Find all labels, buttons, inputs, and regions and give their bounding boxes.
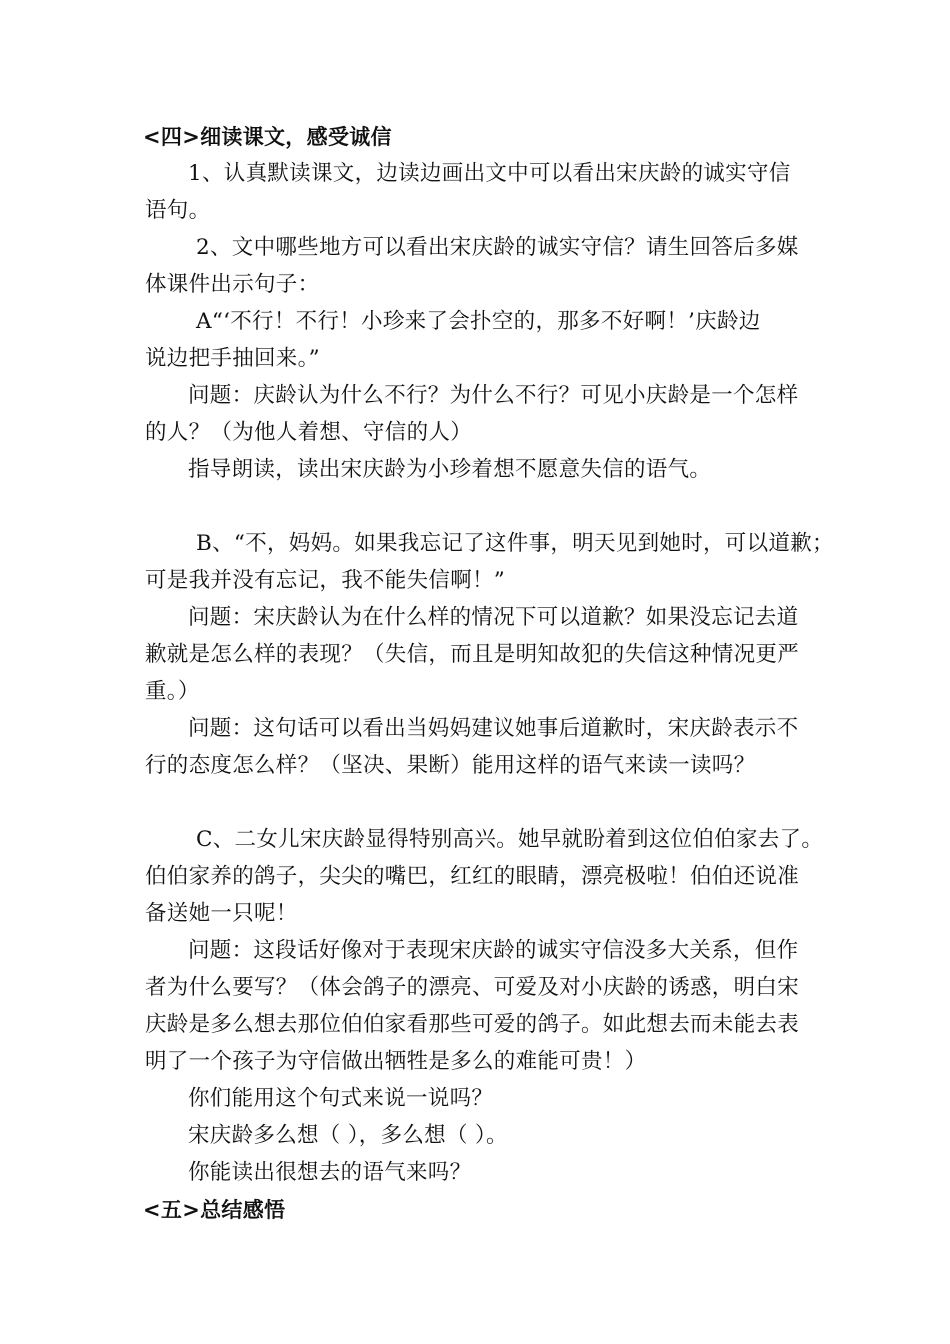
item-2-line-2: 体课件出示句子： [145, 272, 320, 297]
question-c-line-1: 问题：这段话好像对于表现宋庆龄的诚实守信没多大关系，但作 [188, 938, 799, 963]
prompt-1: 你们能用这个句式来说一说吗？ [188, 1086, 494, 1111]
quote-c-line-1: C、二女儿宋庆龄显得特别高兴。她早就盼着到这位伯伯家去了。 [196, 827, 824, 852]
question-b1-line-1: 问题：宋庆龄认为在什么样的情况下可以道歉？如果没忘记去道 [188, 605, 799, 630]
question-c-line-4: 明了一个孩子为守信做出牺牲是多么的难能可贵！） [145, 1049, 647, 1074]
question-b1-line-3: 重。） [145, 679, 200, 704]
question-a-line-1: 问题：庆龄认为什么不行？为什么不行？可见小庆龄是一个怎样 [188, 383, 799, 408]
quote-a-line-2: 说边把手抽回来。” [145, 346, 320, 371]
prompt-2: 你能读出很想去的语气来吗？ [188, 1160, 472, 1185]
quote-c-line-3: 备送她一只呢！ [145, 901, 298, 926]
question-a-line-2: 的人？（为他人着想、守信的人） [145, 420, 473, 445]
section-heading-4: <四>细读课文，感受诚信 [143, 125, 392, 149]
item-2-line-1: 2、文中哪些地方可以看出宋庆龄的诚实守信？请生回答后多媒 [196, 235, 799, 260]
question-c-line-2: 者为什么要写？（体会鸽子的漂亮、可爱及对小庆龄的诱惑，明白宋 [145, 975, 800, 1000]
quote-b-line-1: B、“不，妈妈。如果我忘记了这件事，明天见到她时，可以道歉； [196, 531, 834, 556]
question-b1-line-2: 歉就是怎么样的表现？（失信，而且是明知故犯的失信这种情况更严 [145, 642, 800, 667]
quote-a-line-1: A“‘不行！不行！小珍来了会扑空的，那多不好啊！’庆龄边 [196, 309, 761, 334]
item-1-line-1: 1、认真默读课文，边读边画出文中可以看出宋庆龄的诚实守信 [188, 161, 791, 186]
guide-a: 指导朗读，读出宋庆龄为小珍着想不愿意失信的语气。 [188, 457, 712, 482]
quote-c-line-2: 伯伯家养的鸽子，尖尖的嘴巴，红红的眼睛，漂亮极啦！伯伯还说准 [145, 864, 800, 889]
section-heading-5: <五>总结感悟 [143, 1198, 286, 1222]
item-1-line-2: 语句。 [145, 198, 211, 223]
question-b2-line-2: 行的态度怎么样？（坚决、果断）能用这样的语气来读一读吗？ [145, 753, 756, 778]
quote-b-line-2: 可是我并没有忘记，我不能失信啊！” [145, 568, 506, 593]
question-b2-line-1: 问题：这句话可以看出当妈妈建议她事后道歉时，宋庆龄表示不 [188, 716, 799, 741]
sentence-pattern: 宋庆龄多么想（ ），多么想（ ）。 [188, 1123, 508, 1148]
question-c-line-3: 庆龄是多么想去那位伯伯家看那些可爱的鸽子。如此想去而未能去表 [145, 1012, 800, 1037]
